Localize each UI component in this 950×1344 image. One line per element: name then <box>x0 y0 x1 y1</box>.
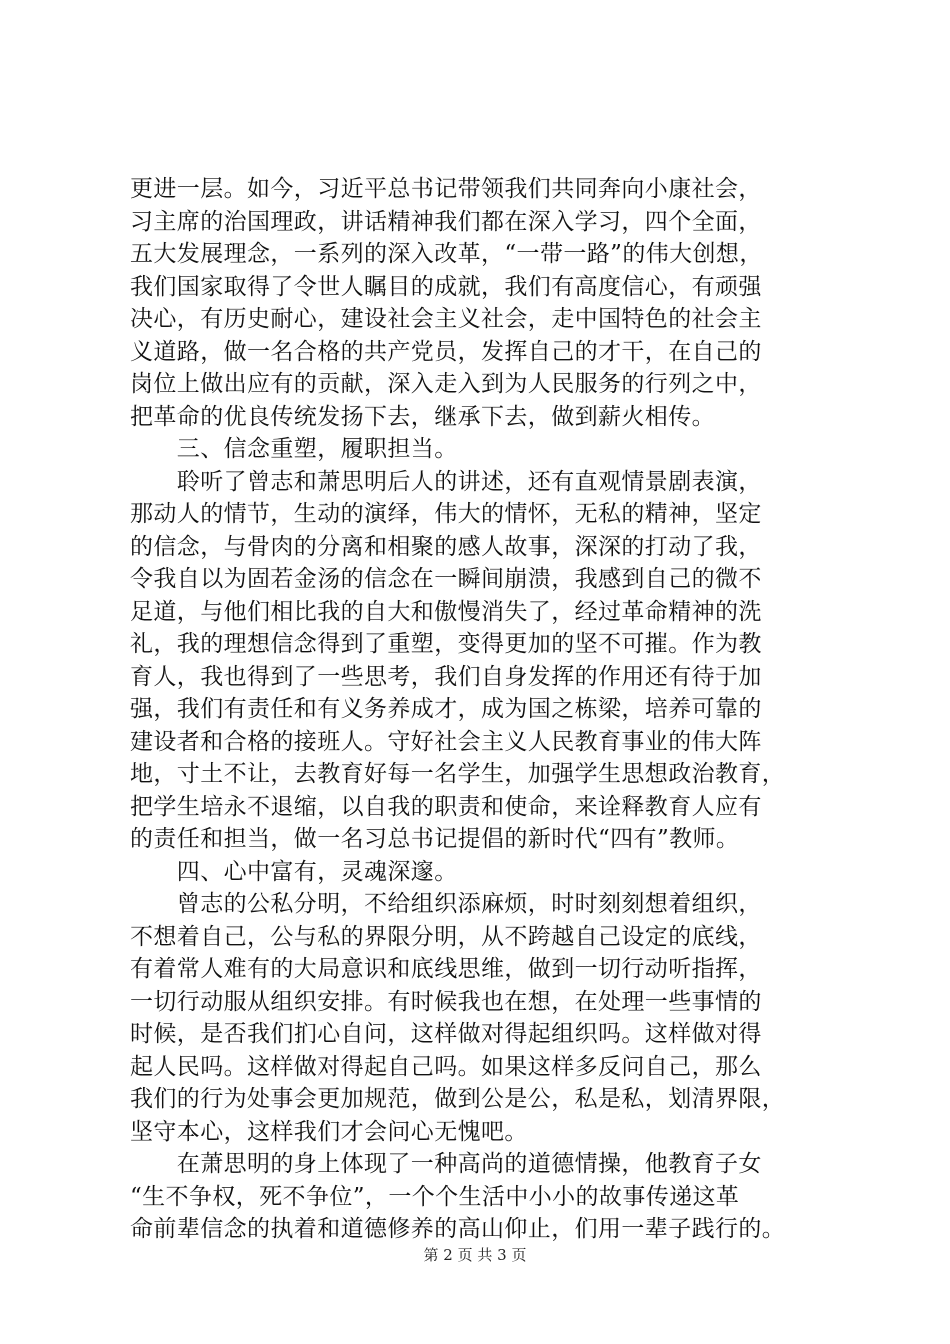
text-line: 令我自以为固若金汤的信念在一瞬间崩溃，我感到自己的微不 <box>130 566 762 592</box>
text-line: “生不争权，死不争位”，一个个生活中小小的故事传递这革 <box>130 1183 740 1210</box>
text-line: 把革命的优良传统发扬下去，继承下去，做到薪火相传。 <box>130 403 715 430</box>
text-line: 习主席的治国理政，讲话精神我们都在深入学习，四个全面， <box>130 208 762 235</box>
text-line: 五大发展理念，一系列的深入改革，“一带一路”的伟大创想， <box>130 241 763 267</box>
text-line: 起人民吗。这样做对得起自己吗。如果这样多反问自己，那么 <box>130 1053 762 1080</box>
text-line: 在萧思明的身上体现了一种高尚的道德情操，他教育子女 <box>130 1151 762 1177</box>
text-line: 有着常人难有的大局意识和底线思维，做到一切行动听指挥， <box>130 956 762 982</box>
page-number-footer: 第 2 页 共 3 页 <box>423 1246 527 1264</box>
text-line: 岗位上做出应有的贡献，深入走入到为人民服务的行列之中， <box>130 371 762 397</box>
text-line: 的责任和担当，做一名习总书记提倡的新时代“四有”教师。 <box>130 826 740 852</box>
text-line: 育人，我也得到了一些思考，我们自身发挥的作用还有待于加 <box>130 663 762 690</box>
text-line: 更进一层。如今，习近平总书记带领我们共同奔向小康社会， <box>130 176 762 202</box>
text-line: 决心，有历史耐心，建设社会主义社会，走中国特色的社会主 <box>130 306 762 332</box>
document-body <box>130 173 850 1246</box>
text-line: 建设者和合格的接班人。守好社会主义人民教育事业的伟大阵 <box>130 728 762 755</box>
text-line: 曾志的公私分明，不给组织添麻烦，时时刻刻想着组织， <box>130 891 762 917</box>
text-line: 那动人的情节，生动的演绎，伟大的情怀，无私的精神，坚定 <box>130 501 762 527</box>
text-line: 聆听了曾志和萧思明后人的讲述，还有直观情景剧表演， <box>130 468 762 495</box>
section-heading: 四、心中富有，灵魂深邃。 <box>130 858 458 885</box>
text-line: 坚守本心，这样我们才会问心无愧吧。 <box>130 1118 528 1145</box>
text-line: 义道路，做一名合格的共产党员，发挥自己的才干，在自己的 <box>130 338 762 365</box>
text-line: 时候，是否我们扪心自问，这样做对得起组织吗。这样做对得 <box>130 1021 762 1047</box>
text-line: 我们的行为处事会更加规范，做到公是公，私是私，划清界限， <box>130 1086 786 1112</box>
text-line: 强，我们有责任和有义务养成才，成为国之栋梁，培养可靠的 <box>130 696 762 722</box>
text-line: 不想着自己，公与私的界限分明，从不跨越自己设定的底线， <box>130 923 762 950</box>
text-line: 命前辈信念的执着和道德修养的高山仰止，们用一辈子践行的。 <box>130 1216 786 1242</box>
text-line: 一切行动服从组织安排。有时候我也在想，在处理一些事情的 <box>130 988 762 1015</box>
text-line: 地，寸土不让，去教育好每一名学生，加强学生思想政治教育， <box>130 761 786 787</box>
text-line: 把学生培永不退缩，以自我的职责和使命，来诠释教育人应有 <box>130 793 762 820</box>
text-line: 的信念，与骨肉的分离和相聚的感人故事，深深的打动了我， <box>130 533 762 560</box>
text-line: 礼，我的理想信念得到了重塑，变得更加的坚不可摧。作为教 <box>130 631 762 657</box>
section-heading: 三、信念重塑，履职担当。 <box>130 436 458 462</box>
text-line: 我们国家取得了令世人瞩目的成就，我们有高度信心，有顽强 <box>130 273 762 300</box>
text-line: 足道，与他们相比我的自大和傲慢消失了，经过革命精神的洗 <box>130 598 762 625</box>
